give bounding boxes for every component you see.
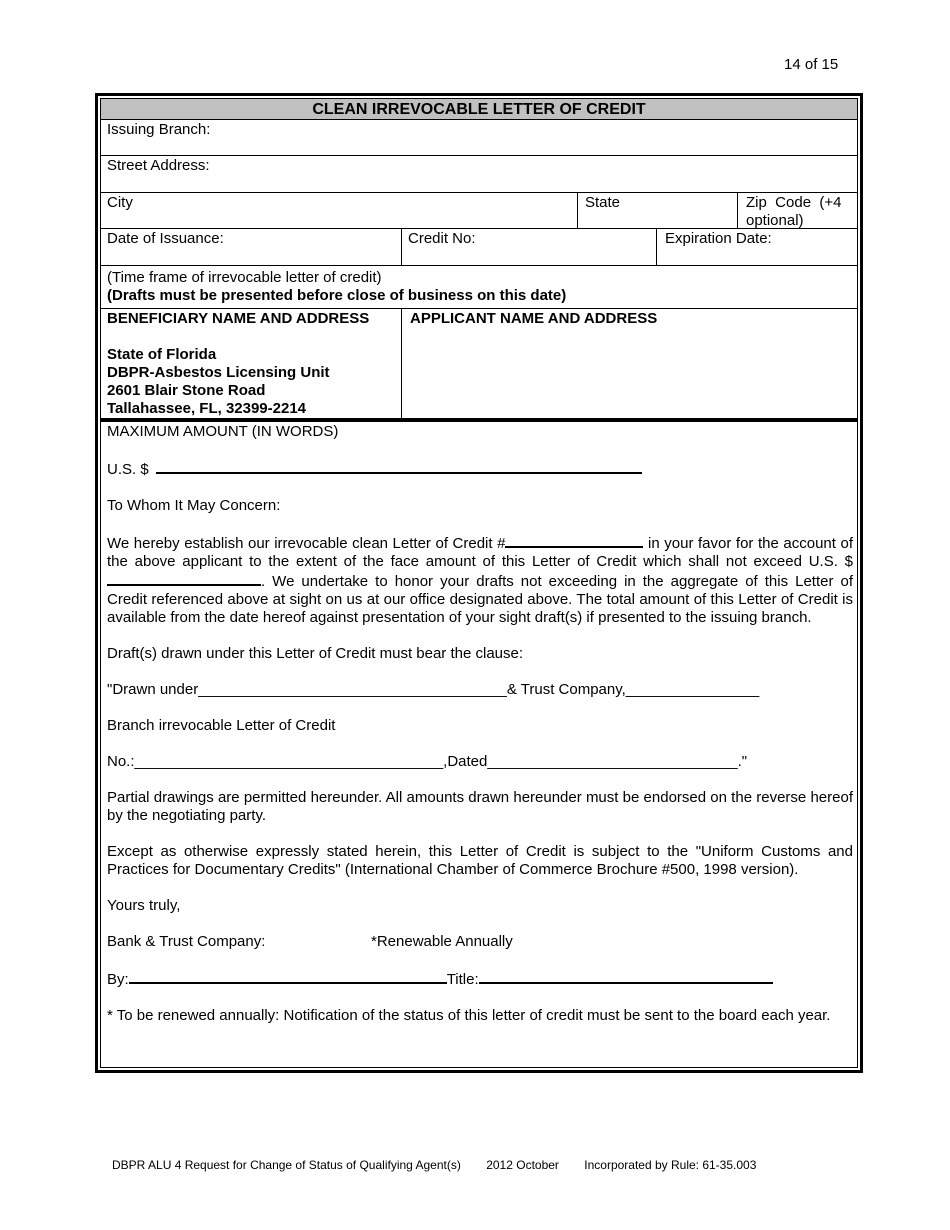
beneficiary-line: Tallahassee, FL, 32399-2214 [107, 400, 307, 417]
beneficiary-block [101, 309, 401, 418]
no-dated-line: No.:_____________________________________,Dated______________________________." [107, 753, 748, 770]
beneficiary-line: State of Florida [107, 346, 217, 363]
closing: Yours truly, [107, 897, 181, 914]
footer-form-name: DBPR ALU 4 Request for Change of Status of Qualifying Agent(s) [112, 1158, 461, 1172]
letter-body [101, 422, 857, 1025]
zip-label-line2: optional) [746, 212, 804, 229]
form-title: CLEAN IRREVOCABLE LETTER OF CREDIT [101, 99, 857, 120]
clause-intro: Draft(s) drawn under this Letter of Credit must bear the clause: [107, 645, 524, 662]
zip-label [737, 193, 857, 228]
footer-rule: Incorporated by Rule: 61-35.003 [584, 1158, 757, 1172]
branch-line: Branch irrevocable Letter of Credit [107, 717, 336, 734]
establish-paragraph [107, 533, 853, 627]
letter-of-credit-form [95, 93, 863, 1073]
us-dollar-line [107, 459, 853, 479]
amount-blank [107, 571, 261, 586]
form-inner-border [100, 98, 858, 1068]
expiration-date-label: Expiration Date: [656, 229, 857, 265]
us-dollar-label: U.S. $ [107, 461, 149, 478]
amount-in-words-blank [156, 459, 642, 474]
credit-number-blank [505, 533, 643, 548]
ucp-paragraph: Except as otherwise expressly stated herein, this Letter of Credit is subject to the "Uniform Customs and Practices for Documentary Credits" (International Chamber of Commerce Brochure #500, 1998 version). [107, 843, 853, 878]
date-of-issuance-label: Date of Issuance: [107, 230, 224, 247]
state-label: State [577, 193, 737, 228]
footer [112, 1158, 778, 1172]
zip-label-line1: Zip Code (+4 [746, 194, 842, 211]
bank-line [107, 933, 853, 951]
bank-label: Bank & Trust Company: [107, 933, 266, 950]
street-address-row [101, 156, 857, 193]
signature-line [107, 969, 853, 989]
title-label: Title: [446, 971, 479, 988]
city-label: City [107, 194, 133, 211]
street-address-label: Street Address: [107, 157, 210, 174]
applicant-header: APPLICANT NAME AND ADDRESS [401, 309, 857, 418]
title-blank [479, 969, 773, 984]
para1-part-b: in your favor for the account of the above applicant to the extent of the face amount of this Letter of Credit which shall not exceed U.S. $ [107, 535, 853, 570]
beneficiary-line: 2601 Blair Stone Road [107, 382, 266, 399]
names-addresses-row [101, 309, 857, 422]
renewable-annually: *Renewable Annually [371, 933, 513, 950]
beneficiary-header: BENEFICIARY NAME AND ADDRESS [107, 310, 370, 327]
by-signature-blank [129, 969, 447, 984]
city-state-zip-row [101, 193, 857, 229]
issuing-branch-row [101, 120, 857, 156]
by-label: By: [107, 971, 129, 988]
time-frame-row [101, 266, 857, 309]
renewal-note: * To be renewed annually: Notification of the status of this letter of credit must be sent to the board each year. [107, 1007, 831, 1024]
time-frame-text [101, 266, 566, 308]
time-frame-line1: (Time frame of irrevocable letter of credit) [107, 269, 382, 286]
para1-part-a: We hereby establish our irrevocable clean Letter of Credit # [107, 535, 506, 552]
salutation: To Whom It May Concern: [107, 497, 281, 514]
para1-part-c: . We undertake to honor your drafts not exceeding in the aggregate of this Letter of Credit referenced above at sight on us at our office designated above. The total amount of this Letter of Credit is available from the date hereof against presentation of your sight draft(s) if presented to the issuing branch. [107, 573, 853, 626]
max-amount-label: MAXIMUM AMOUNT (IN WORDS) [107, 423, 339, 440]
credit-no-label: Credit No: [401, 229, 656, 265]
beneficiary-line: DBPR-Asbestos Licensing Unit [107, 364, 330, 381]
issuing-branch-label: Issuing Branch: [107, 121, 211, 138]
partial-drawings-paragraph: Partial drawings are permitted hereunder. All amounts drawn hereunder must be endorsed on the reverse hereof by the negotiating party. [107, 789, 853, 824]
date-credit-expiration-row [101, 229, 857, 266]
page-number: 14 of 15 [784, 56, 839, 73]
time-frame-line2: (Drafts must be presented before close of business on this date) [107, 287, 567, 304]
drawn-under-line: "Drawn under_____________________________________& Trust Company,________________ [107, 681, 760, 698]
footer-date: 2012 October [486, 1158, 559, 1172]
